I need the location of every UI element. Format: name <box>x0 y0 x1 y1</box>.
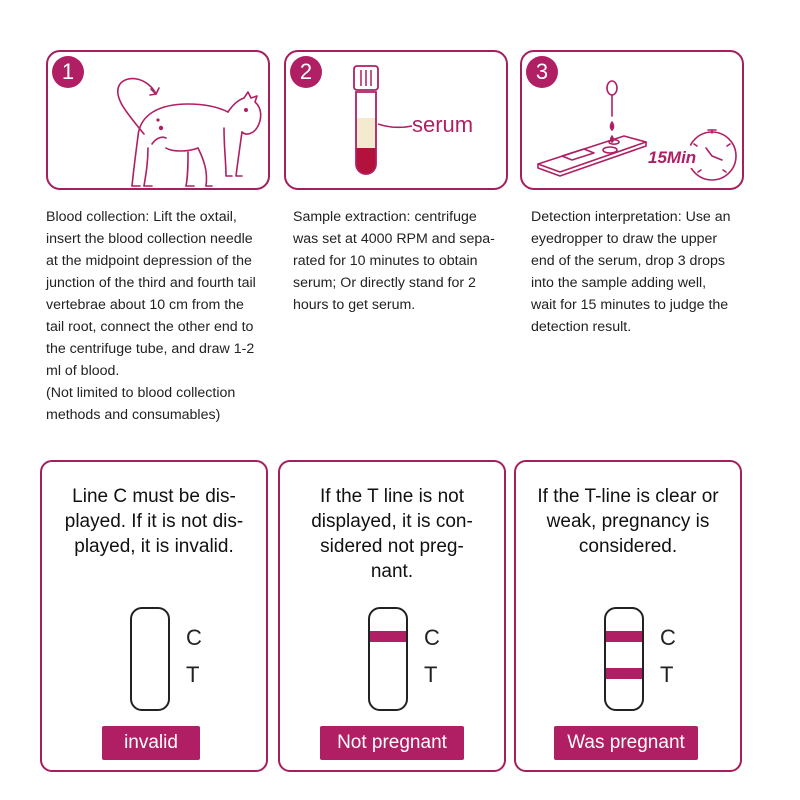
step-number: 2 <box>290 56 322 88</box>
test-strip <box>368 607 408 711</box>
label-c: C <box>424 625 440 650</box>
step-2-description: Sample extraction: centrifuge was set at 4000 RPM and sepa- rated for 10 minutes to obtain serum; Or directly stand for 2 hours to get serum. <box>293 209 495 313</box>
timer-label: 15Min <box>648 148 697 167</box>
label-c: C <box>186 625 202 650</box>
step-card-3 <box>520 50 744 190</box>
test-strip <box>604 607 644 711</box>
serum-label: serum <box>412 112 474 137</box>
step-number: 3 <box>526 56 558 88</box>
verdict-badge: invalid <box>102 726 200 760</box>
label-c: C <box>660 625 676 650</box>
verdict-badge: Not pregnant <box>320 726 464 760</box>
test-strip <box>130 607 170 711</box>
result-description: If the T line is not displayed, it is con- sidered not preg- nant. <box>311 486 473 582</box>
test-line <box>606 668 642 679</box>
step-1-description: Blood collection: Lift the oxtail, insert the blood collection needle at the midpoint depression of the junction of the third and fourth tail vertebrae about 10 cm from the tail root, connect the other end to the centrifuge tube, and draw 1-2 ml of blood. (Not limited to blood collection methods and consumables) <box>46 209 256 423</box>
result-description: If the T-line is clear or weak, pregnancy is considered. <box>537 486 719 557</box>
result-card-was-pregnant <box>514 460 742 772</box>
control-line <box>370 631 406 642</box>
step-card-2 <box>284 50 508 190</box>
result-card-not-pregnant <box>278 460 506 772</box>
label-t: T <box>424 662 438 687</box>
label-t: T <box>186 662 200 687</box>
result-description: Line C must be dis- played. If it is not dis- played, it is invalid. <box>64 486 244 557</box>
verdict-badge: Was pregnant <box>554 726 698 760</box>
result-card-invalid <box>40 460 268 772</box>
step-card-1 <box>46 50 270 190</box>
label-t: T <box>660 662 674 687</box>
control-line <box>606 631 642 642</box>
step-number: 1 <box>52 56 84 88</box>
step-3-description: Detection interpretation: Use an eyedropper to draw the upper end of the serum, drop 3 drops into the sample adding well, wait for 15 minutes to judge the detection result. <box>531 209 731 335</box>
